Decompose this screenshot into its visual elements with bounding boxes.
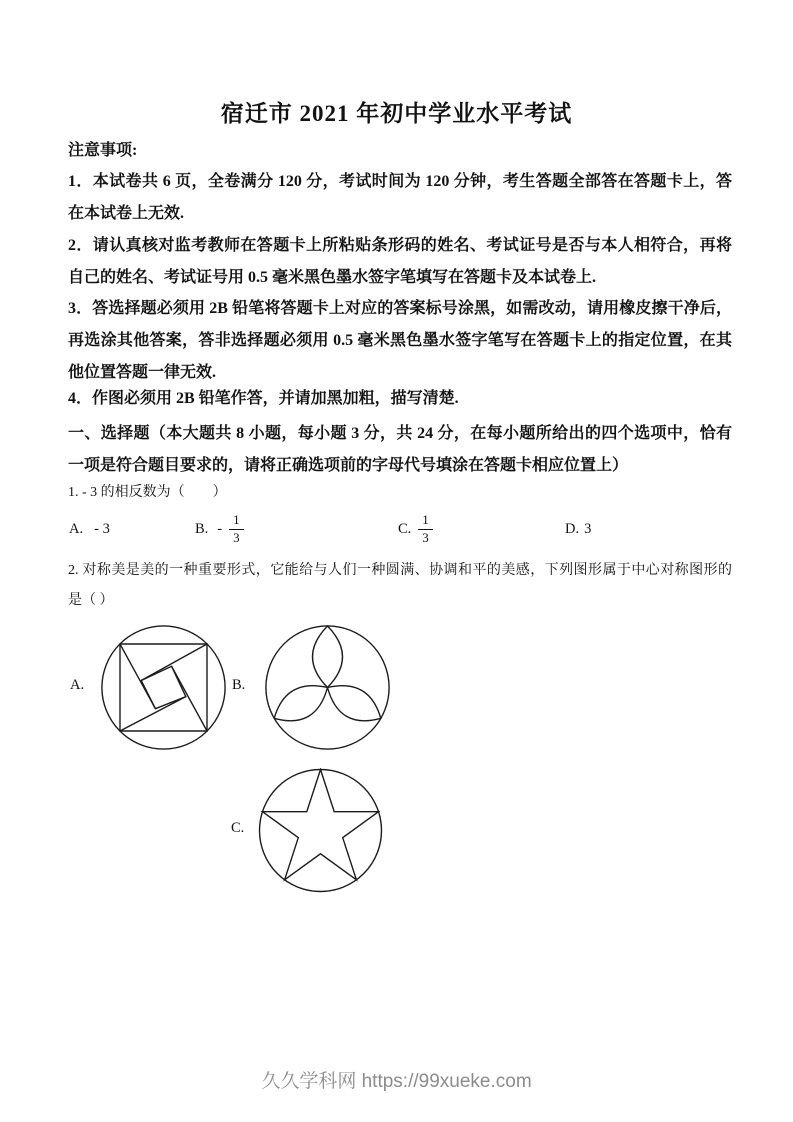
- exam-title: 宿迁市 2021 年初中学业水平考试: [220, 101, 573, 126]
- inscribed-square: [120, 644, 207, 731]
- notice-item-3-line-3: 他位置答题一律无效.: [68, 364, 217, 381]
- pinwheel-line: [120, 697, 186, 731]
- notice-item-1-line-2: 在本试卷上无效.: [68, 205, 185, 222]
- figure-c-label: C.: [231, 820, 245, 836]
- option-d-value: 3: [584, 520, 592, 537]
- section-heading-line-2: 一项是符合题目要求的，请将正确选项前的字母代号填涂在答题卡相应位置上）: [68, 457, 629, 474]
- option-b: [195, 505, 244, 553]
- question-2-line-1: 2. 对称美是美的一种重要形式，它能给与人们一种圆满、协调和平的美感，下列图形属于中心对称图形的: [68, 563, 732, 578]
- pinwheel-line: [141, 644, 207, 681]
- figure-a-pinwheel-square-in-circle: [100, 624, 227, 751]
- notice-item-3-line-1: 3．答选择题必须用 2B 铅笔将答题卡上对应的答案标号涂黑，如需改动，请用橡皮擦干净后，: [68, 300, 732, 317]
- option-b-fraction: [229, 513, 244, 546]
- option-d: [565, 505, 591, 553]
- fraction-denominator: 3: [422, 529, 429, 545]
- option-d-label: D.: [565, 520, 580, 537]
- fraction-numerator: 1: [418, 513, 433, 530]
- option-a-value: - 3: [94, 520, 110, 537]
- notice-item-3-line-2: 再选涂其他答案，答非选择题必须用 0.5 毫米黑色墨水签字笔写在答题卡上的指定位置，在其: [68, 332, 732, 349]
- question-1-options: [68, 505, 732, 553]
- question-2-line-2: 是（ ）: [68, 593, 114, 608]
- petal-lower-right: [328, 686, 381, 721]
- figure-c-star-in-circle: [258, 768, 383, 893]
- option-a: [69, 505, 110, 553]
- notice-item-2-line-2: 自己的姓名、考试证号用 0.5 毫米黑色墨水签字笔填写在答题卡及本试卷上.: [68, 269, 597, 286]
- fraction-denominator: 3: [233, 529, 240, 545]
- option-b-label: B.: [195, 520, 209, 537]
- option-c-label: C.: [398, 520, 412, 537]
- petal-up: [313, 626, 343, 688]
- question-1-text: 1. - 3 的相反数为（ ）: [68, 485, 227, 500]
- option-c: [398, 505, 433, 553]
- figure-b-trefoil-in-circle: [264, 624, 391, 751]
- notice-heading: 注意事项:: [68, 142, 138, 159]
- figure-a-label: A.: [70, 677, 85, 693]
- petal-lower-left: [274, 686, 327, 721]
- pinwheel-line: [172, 666, 207, 731]
- section-heading-line-1: 一、选择题（本大题共 8 小题，每小题 3 分，共 24 分，在每小题所给出的四个选项中，恰有: [68, 425, 732, 442]
- watermark-footer: 久久学科网 https://99xueke.com: [261, 1071, 532, 1092]
- inner-tilted-square: [141, 666, 186, 708]
- option-a-label: A.: [69, 520, 84, 537]
- notice-item-2-line-1: 2．请认真核对监考教师在答题卡上所粘贴条形码的姓名、考试证号是否与本人相符合，再将: [68, 237, 732, 254]
- fraction-numerator: 1: [229, 513, 244, 530]
- option-b-minus-sign: -: [217, 520, 223, 537]
- notice-item-1-line-1: 1．本试卷共 6 页，全卷满分 120 分，考试时间为 120 分钟，考生答题全部答在答题卡上，答: [68, 173, 732, 190]
- notice-item-4-line-1: 4．作图必须用 2B 铅笔作答，并请加黑加粗，描写清楚.: [68, 390, 459, 407]
- option-c-fraction: [418, 513, 433, 546]
- circle-outline: [260, 770, 382, 892]
- figure-b-label: B.: [232, 677, 246, 693]
- five-pointed-star: [263, 770, 379, 880]
